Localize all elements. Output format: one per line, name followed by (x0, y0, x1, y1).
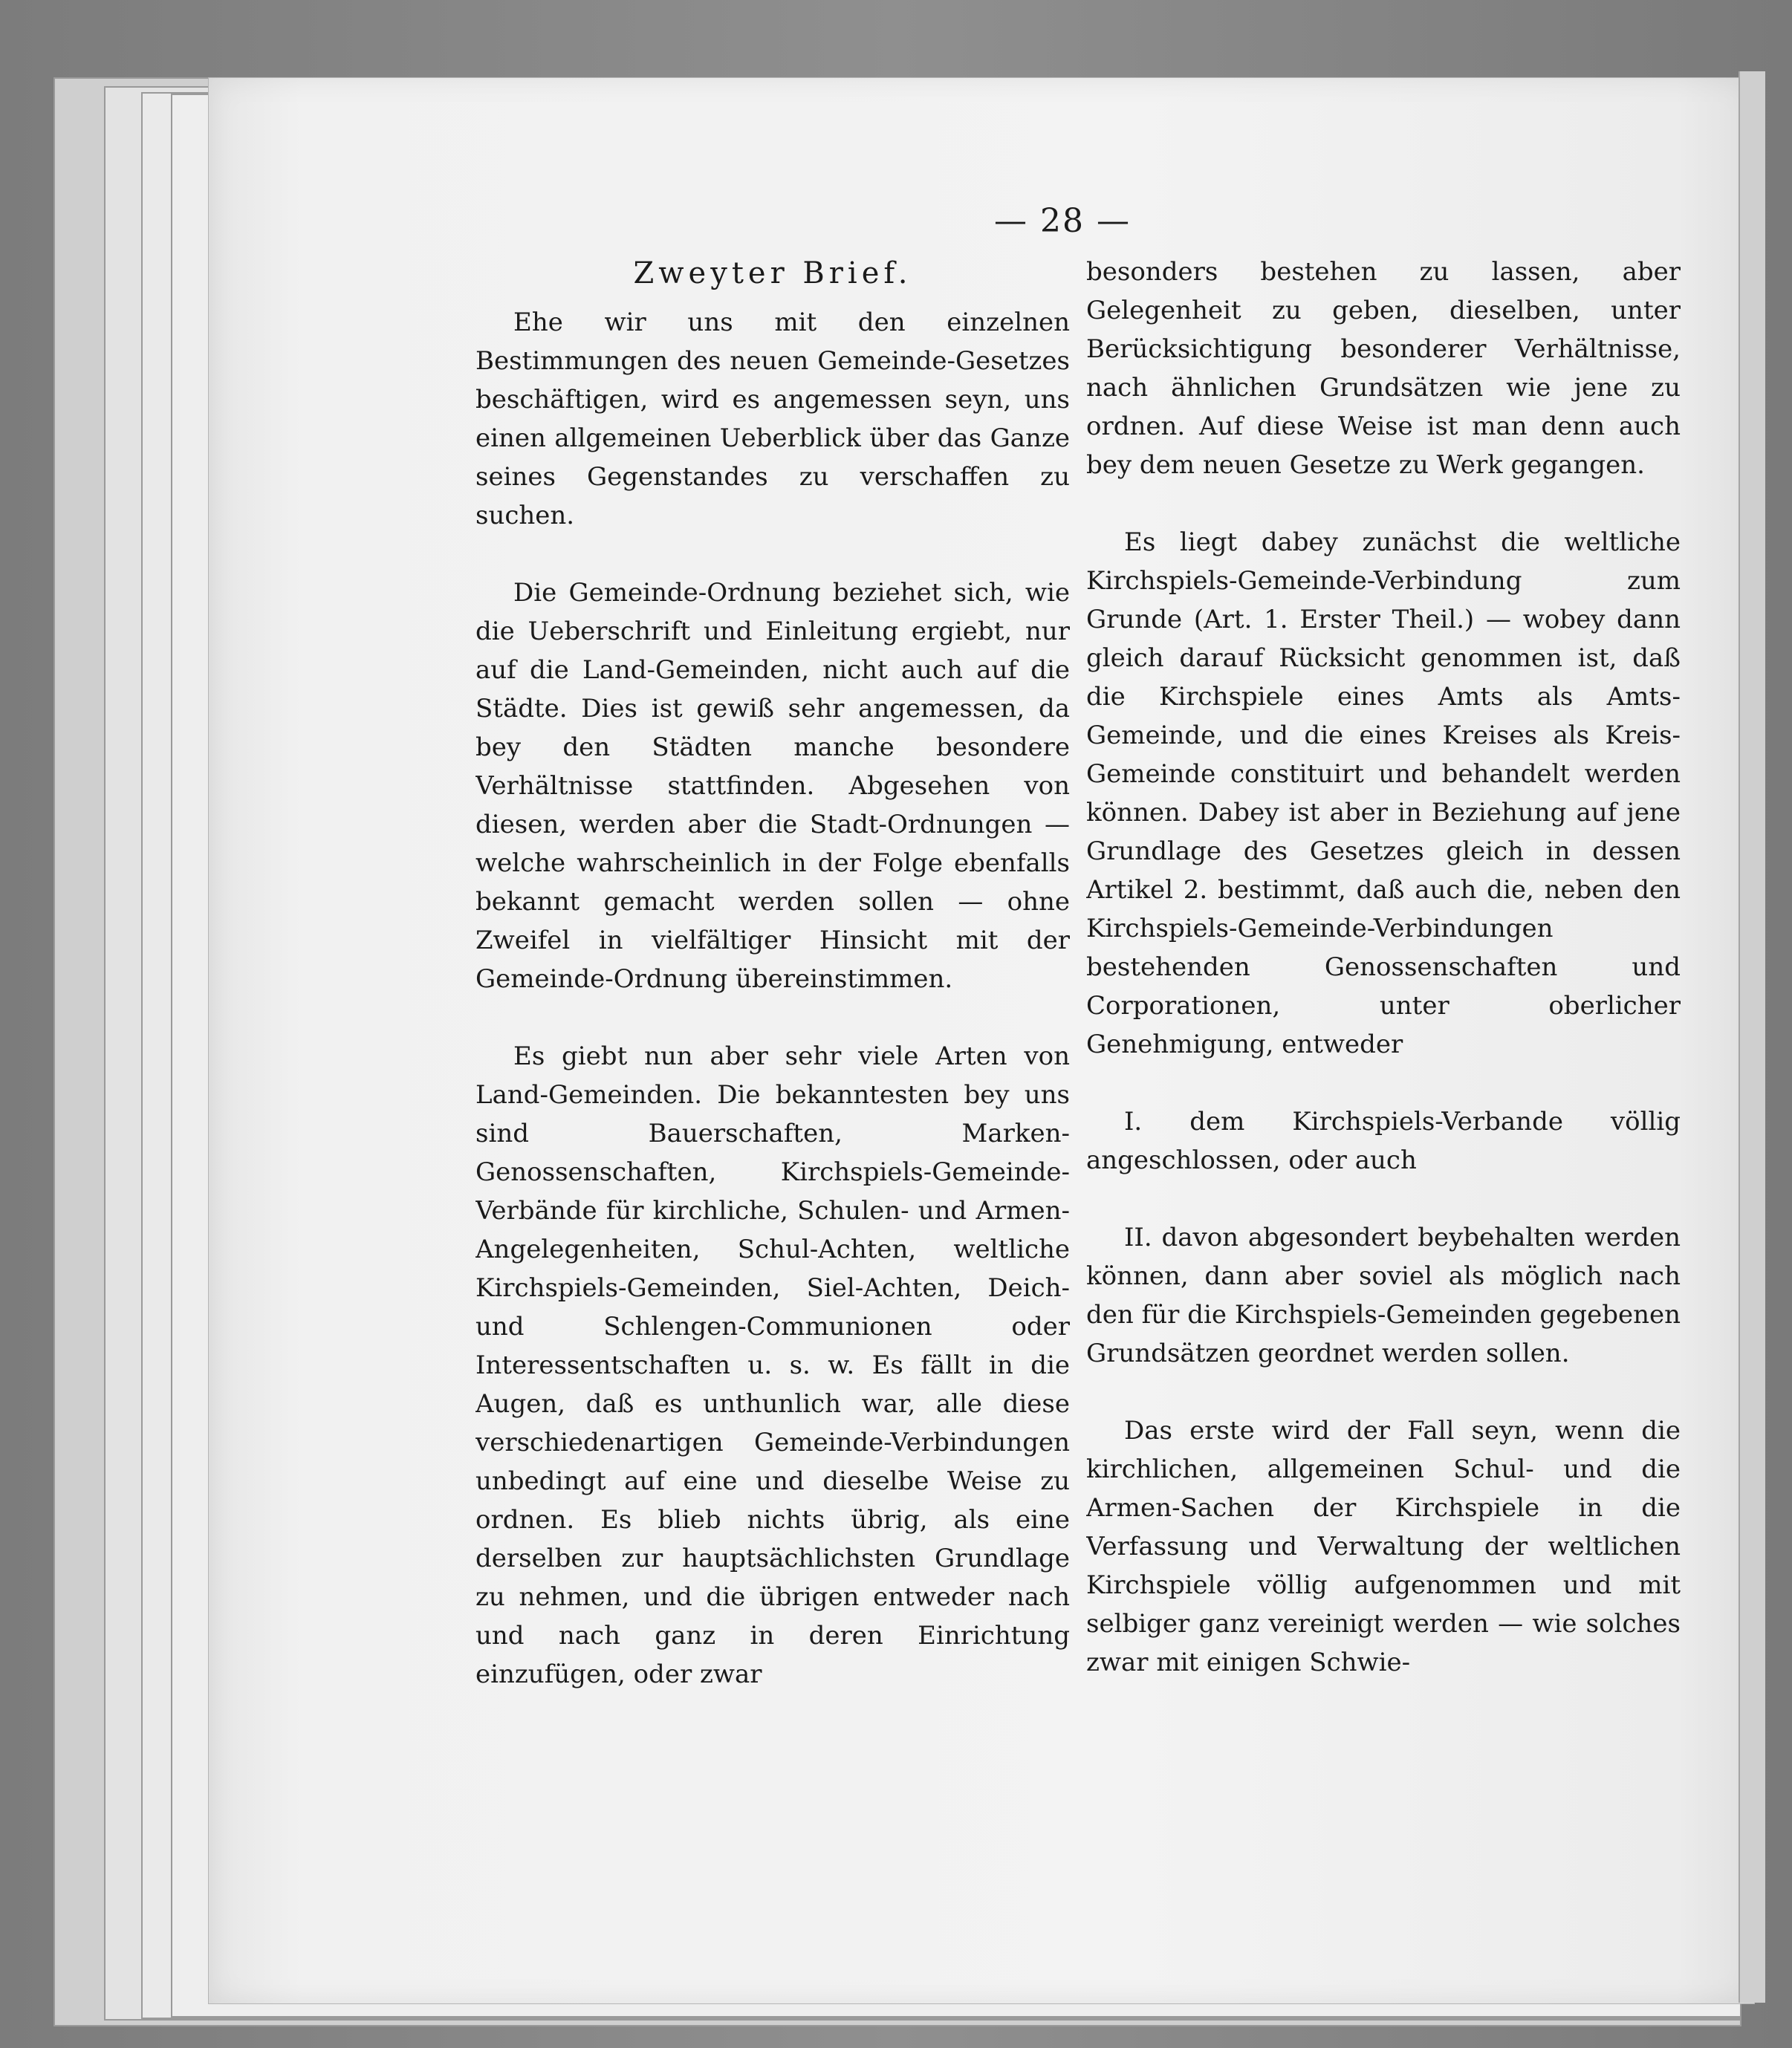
paragraph: Die Gemeinde-Ordnung beziehet sich, wie die Ueberschrift und Einleitung ergiebt, nur auf die Land-Gemeinden, nicht auch auf die Städte. Dies ist gewiß sehr angemessen, da bey den Städten manche besondere Verhältnisse stattfinden. Abgesehen von diesen, werden aber die Stadt-Ordnungen — welche wahrscheinlich in der Folge ebenfalls bekannt gemacht werden sollen — ohne Zweifel in vielfältiger Hinsicht mit der Gemeinde-Ordnung übereinstimmen. (475, 578, 1070, 994)
list-item-one: I. dem Kirchspiels-Verbande völlig angeschlossen, oder auch (1086, 1107, 1681, 1175)
list-item-two: II. davon abgesondert beybehalten werden können, dann aber soviel als möglich nach den für die Kirchspiels-Gemeinden gegebenen Grundsätzen geordnet werden sollen. (1086, 1223, 1681, 1368)
paragraph: Das erste wird der Fall seyn, wenn die kirchlichen, allgemeinen Schul- und die Armen-Sachen der Kirchspiele in die Verfassung und Verwaltung der weltlichen Kirchspiele völlig aufgenommen und mit selbiger ganz vereinigt werden — wie solches zwar mit einigen Schwie- (1086, 1416, 1681, 1677)
right-text-column (1086, 253, 1681, 1805)
paragraph: Ehe wir uns mit den einzelnen Bestimmungen des neuen Gemeinde-Gesetzes beschäftigen, wird es angemessen seyn, uns einen allgemeinen Ueberblick über das Ganze seines Gegenstandes zu verschaffen zu suchen. (475, 308, 1070, 530)
left-text-column (475, 253, 1070, 1805)
paragraph: Es giebt nun aber sehr viele Arten von Land-Gemeinden. Die bekanntesten bey uns sind Bauerschaften, Marken-Genossenschaften, Kirchspiels-Gemeinde-Verbände für kirchliche, Schulen- und Armen-Angelegenheiten, Schul-Achten, weltliche Kirchspiels-Gemeinden, Siel-Achten, Deich- und Schlengen-Communionen oder Interessentschaften u. s. w. Es fällt in die Augen, daß es unthunlich war, alle diese verschiedenartigen Gemeinde-Verbindungen unbedingt auf eine und dieselbe Weise zu ordnen. Es blieb nichts übrig, als eine derselben zur hauptsächlichsten Grundlage zu nehmen, und die übrigen entweder nach und nach ganz in deren Einrichtung einzufügen, oder zwar (475, 1041, 1070, 1689)
paragraph-continued: besonders bestehen zu lassen, aber Gelegenheit zu geben, dieselben, unter Berücksichtigung besonderer Verhältnisse, nach ähnlichen Grundsätzen wie jene zu ordnen. Auf diese Weise ist man denn auch bey dem neuen Gesetze zu Werk gegangen. (1086, 257, 1681, 480)
page-number: — 28 — (994, 202, 1131, 240)
paragraph: Es liegt dabey zunächst die weltliche Kirchspiels-Gemeinde-Verbindung zum Grunde (Art. 1. Erster Theil.) — wobey dann gleich darauf Rücksicht genommen ist, daß die Kirchspiele eines Amts als Amts-Gemeinde, und die eines Kreises als Kreis-Gemeinde constituirt und behandelt werden können. Dabey ist aber in Beziehung auf jene Grundlage des Gesetzes gleich in dessen Artikel 2. bestimmt, daß auch die, neben den Kirchspiels-Gemeinde-Verbindungen bestehenden Genossenschaften und Corporationen, unter oberlicher Genehmigung, entweder (1086, 527, 1681, 1059)
page-right-edge (1739, 71, 1765, 2003)
letter-heading: Zweyter Brief. (633, 256, 912, 290)
